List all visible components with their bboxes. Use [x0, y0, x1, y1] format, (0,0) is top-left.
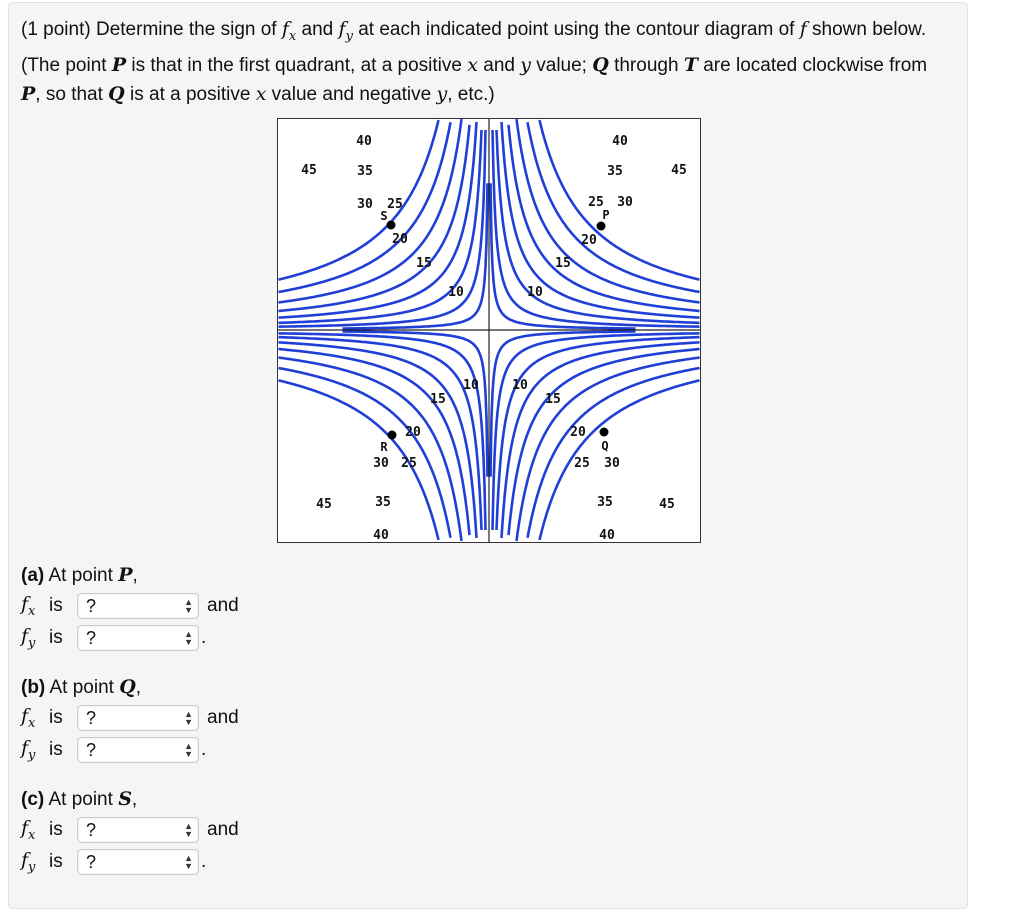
updown-arrows-icon: ▲ ▼ — [184, 709, 193, 727]
part-comma: , — [135, 677, 142, 698]
contour-curve — [279, 358, 462, 541]
prompt-text: is that in the first quadrant, at a positive — [126, 54, 468, 76]
fy-sign-select[interactable] — [77, 625, 199, 651]
prompt-text: , etc.) — [447, 83, 495, 105]
contour-diagram — [277, 118, 701, 543]
updown-arrows-icon: ▲ ▼ — [184, 821, 193, 839]
math-var: x — [467, 53, 478, 76]
and-label: and — [207, 819, 239, 840]
contour-label: 25 — [387, 197, 403, 212]
math-f: f — [21, 625, 29, 648]
fy-label — [21, 849, 49, 875]
math-f: f — [21, 705, 29, 728]
contour-label: 35 — [597, 495, 613, 510]
fy-label — [21, 737, 49, 763]
contour-label: 15 — [555, 256, 571, 271]
point-Q-label: Q — [601, 439, 609, 453]
math-sub: x — [28, 603, 36, 619]
math-sub: y — [28, 635, 36, 651]
math-sub: y — [28, 747, 36, 763]
math-point: P — [21, 82, 36, 105]
contour-label: 40 — [612, 134, 628, 149]
prompt-text: and — [477, 54, 521, 76]
part-letter: (b) — [21, 677, 46, 698]
contour-curve — [343, 332, 488, 477]
contour-label: 40 — [373, 528, 389, 542]
contour-label: 20 — [392, 232, 408, 247]
contour-label: 35 — [375, 495, 391, 510]
prompt-text: shown below. (The point — [21, 19, 927, 76]
part-heading — [21, 672, 239, 702]
math-point: T — [683, 53, 698, 76]
updown-arrows-icon: ▲ ▼ — [184, 741, 193, 759]
problem-statement — [21, 15, 951, 109]
fy-row — [21, 622, 239, 654]
math-sub: x — [288, 28, 297, 44]
contour-label: 30 — [357, 197, 373, 212]
contour-curve — [279, 349, 470, 535]
contour-label: 15 — [545, 392, 561, 407]
part-heading — [21, 784, 239, 814]
fx-row — [21, 702, 239, 734]
contour-curve — [279, 122, 477, 318]
fy-sign-select[interactable] — [77, 737, 199, 763]
contour-label: 15 — [430, 392, 446, 407]
contour-label: 30 — [604, 456, 620, 471]
fy-sign-select[interactable] — [77, 849, 199, 875]
period: . — [201, 627, 207, 648]
part-text: At point — [45, 677, 120, 698]
prompt-text: are located clockwise from — [697, 54, 928, 76]
fx-label — [21, 817, 49, 843]
fx-sign-select[interactable] — [77, 593, 199, 619]
part-comma: , — [132, 565, 138, 586]
fx-label — [21, 593, 49, 619]
select-value: ? — [86, 707, 97, 728]
part-b — [21, 672, 239, 766]
math-f: f — [21, 849, 29, 872]
fy-row — [21, 734, 239, 766]
contour-curve — [491, 332, 636, 477]
math-var: x — [255, 82, 267, 105]
contour-label: 15 — [416, 256, 432, 271]
is-label: is — [49, 819, 63, 840]
fy-row — [21, 846, 239, 878]
contour-label: 25 — [588, 195, 604, 210]
contour-label: 35 — [607, 164, 623, 179]
contour-label: 10 — [448, 285, 464, 300]
part-letter: (a) — [21, 565, 45, 586]
math-sub: x — [28, 827, 36, 843]
point-P-marker — [597, 222, 606, 231]
fx-row — [21, 590, 239, 622]
contour-label: 20 — [581, 233, 597, 248]
contour-label: 25 — [574, 456, 590, 471]
point-R-label: R — [380, 440, 388, 454]
part-point: S — [118, 788, 132, 810]
part-point: Q — [119, 676, 136, 698]
is-label: is — [49, 851, 63, 872]
contour-label: 40 — [356, 134, 372, 149]
part-text: At point — [44, 565, 119, 586]
point-R-marker — [388, 431, 397, 440]
contour-label: 25 — [401, 456, 417, 471]
select-value: ? — [86, 851, 97, 872]
contour-label: 45 — [316, 497, 332, 512]
contour-label: 40 — [599, 528, 615, 542]
part-letter: (c) — [21, 789, 45, 810]
prompt-text: is at a positive — [124, 83, 256, 105]
contour-label: 10 — [512, 378, 528, 393]
prompt-text: (1 point) Determine the sign of — [21, 19, 282, 40]
point-S-label: S — [380, 209, 388, 223]
is-label: is — [49, 627, 63, 648]
math-point: Q — [108, 82, 125, 105]
fx-sign-select[interactable] — [77, 817, 199, 843]
math-f: f — [21, 737, 29, 760]
updown-arrows-icon: ▲ ▼ — [184, 597, 193, 615]
contour-label: 10 — [463, 378, 479, 393]
contour-label: 45 — [671, 163, 687, 178]
part-comma: , — [131, 789, 138, 810]
math-f: f — [799, 18, 807, 40]
math-f: f — [338, 18, 346, 40]
contour-label: 30 — [373, 456, 389, 471]
contour-label: 35 — [357, 164, 373, 179]
math-var: y — [520, 53, 531, 76]
fx-sign-select[interactable] — [77, 705, 199, 731]
contour-label: 20 — [405, 425, 421, 440]
contour-label: 30 — [617, 195, 633, 210]
select-value: ? — [86, 739, 97, 760]
period: . — [201, 851, 207, 872]
fx-row — [21, 814, 239, 846]
problem-panel — [8, 2, 968, 909]
and-label: and — [207, 595, 239, 616]
point-S-marker — [387, 221, 396, 230]
math-sub: y — [28, 859, 36, 875]
is-label: is — [49, 739, 63, 760]
part-point: P — [118, 564, 133, 586]
part-heading — [21, 560, 239, 590]
math-point: Q — [592, 53, 609, 76]
math-f: f — [21, 817, 29, 840]
math-sub: x — [28, 715, 36, 731]
updown-arrows-icon: ▲ ▼ — [184, 853, 193, 871]
math-f: f — [21, 593, 29, 616]
and-label: and — [207, 707, 239, 728]
point-P-label: P — [602, 208, 610, 222]
period: . — [201, 739, 207, 760]
part-a — [21, 560, 239, 654]
prompt-text: value and negative — [266, 83, 437, 105]
select-value: ? — [86, 819, 97, 840]
fy-label — [21, 625, 49, 651]
part-text: At point — [44, 789, 119, 810]
contour-label: 45 — [301, 163, 317, 178]
math-var: y — [436, 82, 448, 105]
fx-label — [21, 705, 49, 731]
math-point: P — [111, 53, 127, 76]
math-sub: y — [345, 28, 353, 44]
prompt-text: at each indicated point using the contour diagram of — [352, 19, 800, 40]
contour-label: 20 — [570, 425, 586, 440]
select-value: ? — [86, 627, 97, 648]
updown-arrows-icon: ▲ ▼ — [184, 629, 193, 647]
contour-label: 45 — [659, 497, 675, 512]
math-f: f — [281, 18, 289, 40]
contour-label: 10 — [527, 285, 543, 300]
prompt-text: through — [608, 54, 684, 76]
prompt-text: and — [296, 19, 339, 40]
select-value: ? — [86, 595, 97, 616]
prompt-text: , so that — [35, 83, 109, 105]
part-c — [21, 784, 239, 878]
is-label: is — [49, 707, 63, 728]
prompt-text: value; — [530, 54, 593, 76]
point-Q-marker — [600, 428, 609, 437]
contour-curve — [279, 125, 470, 311]
contour-plot — [278, 119, 700, 542]
is-label: is — [49, 595, 63, 616]
